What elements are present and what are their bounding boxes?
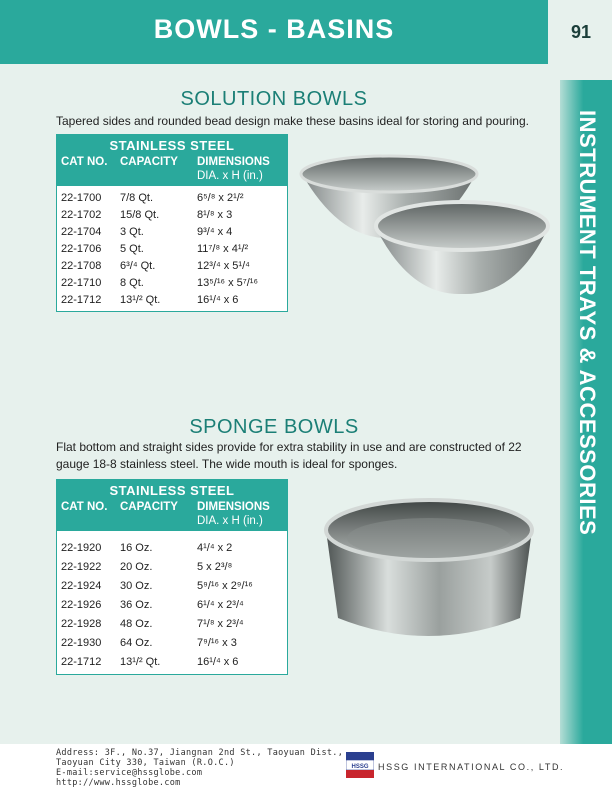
table-row: [57, 190, 287, 207]
address-line: Address: 3F., No.37, Jiangnan 2nd St., Taoyuan Dist.,: [56, 748, 344, 758]
table-row: [57, 558, 287, 577]
cat-no: 22-1712: [61, 656, 102, 668]
company-logo: [346, 752, 374, 778]
capacity: 13¹/² Qt.: [120, 294, 161, 306]
sponge-description: Flat bottom and straight sides provide for extra stability in use and are constructed of 22 gauge 18-8 stainless steel. The wide mouth is ideal for sponges.: [56, 440, 522, 471]
cat-no: 22-1928: [61, 618, 102, 630]
company-name: HSSG INTERNATIONAL CO., LTD.: [378, 762, 565, 772]
table-row: [57, 615, 287, 634]
page-number: 91: [570, 22, 592, 42]
capacity: 48 Oz.: [120, 618, 153, 630]
capacity: 15/8 Qt.: [120, 209, 160, 221]
dimensions: 16¹/⁴ x 6: [197, 656, 239, 668]
cat-no: 22-1930: [61, 637, 102, 649]
dimensions: 5 x 2³/⁸: [197, 561, 233, 573]
cat-no: 22-1708: [61, 260, 102, 272]
cat-no: 22-1922: [61, 561, 102, 573]
cat-no: 22-1712: [61, 294, 102, 306]
dimensions: 4¹/⁴ x 2: [197, 542, 233, 554]
capacity: 16 Oz.: [120, 542, 153, 554]
capacity: 3 Qt.: [120, 226, 144, 238]
solution-table: [56, 134, 288, 312]
sponge-material: STAINLESS STEEL: [109, 483, 235, 498]
dimensions: 6⁵/⁸ x 2¹/²: [197, 192, 244, 204]
table-row: [57, 596, 287, 615]
col-capacity: CAPACITY: [120, 156, 178, 168]
table-row: [57, 258, 287, 275]
page-title: BOWLS - BASINS: [153, 14, 395, 44]
footer-address: [56, 748, 343, 788]
table-row: [57, 292, 287, 309]
dimensions: 11⁷/⁸ x 4¹/²: [197, 243, 249, 255]
dimensions: 7⁹/¹⁶ x 3: [197, 637, 237, 649]
address-line: Taoyuan City 330, Taiwan (R.O.C.): [56, 758, 235, 768]
col-dimensions: DIMENSIONS: [197, 501, 270, 513]
cat-no: 22-1924: [61, 580, 102, 592]
capacity: 20 Oz.: [120, 561, 153, 573]
cat-no: 22-1700: [61, 192, 102, 204]
solution-material: STAINLESS STEEL: [109, 138, 235, 153]
table-row: [57, 577, 287, 596]
col-capacity: CAPACITY: [120, 501, 178, 513]
sponge-title: SPONGE BOWLS: [189, 416, 359, 438]
logo-text: HSSG: [351, 764, 369, 770]
email-line: E-mail:service@hssglobe.com: [56, 768, 203, 778]
capacity: 13¹/² Qt.: [120, 656, 161, 668]
sponge-table: [56, 479, 288, 675]
header-bar: [0, 0, 548, 64]
solution-bowls-photo: [290, 150, 552, 300]
cat-no: 22-1926: [61, 599, 102, 611]
dimensions: 8¹/⁸ x 3: [197, 209, 233, 221]
cat-no: 22-1710: [61, 277, 102, 289]
dimensions: 7¹/⁸ x 2³/⁴: [197, 618, 244, 630]
capacity: 7/8 Qt.: [120, 192, 154, 204]
dimensions: 16¹/⁴ x 6: [197, 294, 239, 306]
dimensions: 9³/⁴ x 4: [197, 226, 233, 238]
capacity: 64 Oz.: [120, 637, 153, 649]
table-row: [57, 241, 287, 258]
table-row: [57, 207, 287, 224]
table-row: [57, 634, 287, 653]
table-row: [57, 653, 287, 672]
table-row: [57, 539, 287, 558]
capacity: 30 Oz.: [120, 580, 153, 592]
col-cat-no: CAT NO.: [61, 501, 108, 513]
cat-no: 22-1702: [61, 209, 102, 221]
cat-no: 22-1920: [61, 542, 102, 554]
table-row: [57, 224, 287, 241]
sponge-table-header: [57, 480, 287, 531]
col-dimensions-sub: DIA. x H (in.): [197, 170, 263, 182]
capacity: 8 Qt.: [120, 277, 144, 289]
col-dimensions: DIMENSIONS: [197, 156, 270, 168]
sponge-bowl: [326, 500, 532, 636]
solution-title: SOLUTION BOWLS: [180, 88, 368, 110]
col-cat-no: CAT NO.: [61, 156, 108, 168]
sponge-rows: [57, 531, 287, 674]
solution-table-header: [57, 135, 287, 186]
dimensions: 6¹/⁴ x 2³/⁴: [197, 599, 244, 611]
dimensions: 12³/⁴ x 5¹/⁴: [197, 260, 250, 272]
website-line: http://www.hssglobe.com: [56, 778, 181, 788]
capacity: 5 Qt.: [120, 243, 144, 255]
capacity: 6³/⁴ Qt.: [120, 260, 156, 272]
capacity: 36 Oz.: [120, 599, 153, 611]
cat-no: 22-1704: [61, 226, 102, 238]
sponge-bowl-photo: [318, 494, 540, 644]
solution-description: Tapered sides and rounded bead design make these basins ideal for storing and pouring.: [56, 114, 529, 128]
dimensions: 13⁵/¹⁶ x 5⁷/¹⁶: [197, 277, 258, 289]
cat-no: 22-1706: [61, 243, 102, 255]
side-label-text: INSTRUMENT TRAYS & ACCESSORIES: [575, 110, 600, 536]
large-bowl: [376, 202, 548, 294]
solution-rows: [57, 186, 287, 311]
table-row: [57, 275, 287, 292]
col-dimensions-sub: DIA. x H (in.): [197, 515, 263, 527]
dimensions: 5⁹/¹⁶ x 2⁹/¹⁶: [197, 580, 253, 592]
